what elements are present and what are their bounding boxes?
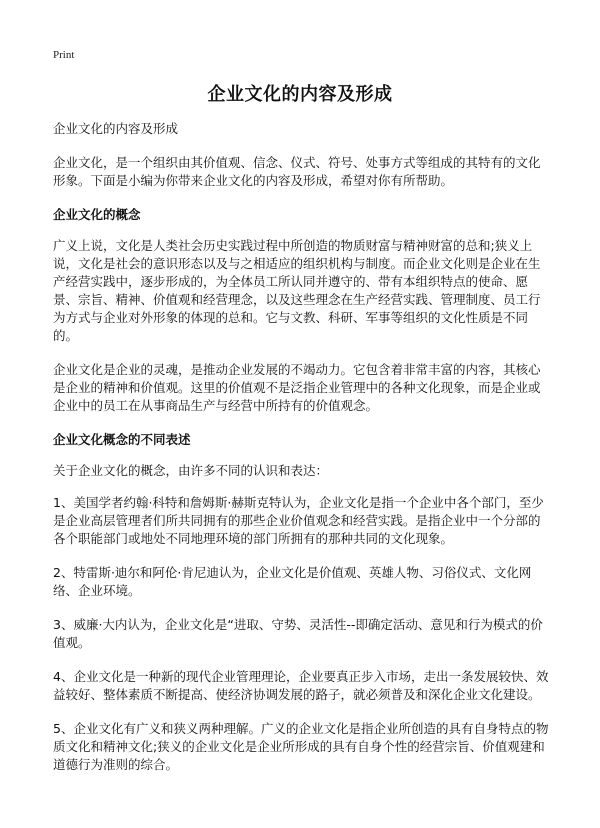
document-title: 企业文化的内容及形成	[207, 84, 393, 105]
list-item: 4、企业文化是一种新的现代企业管理理论，企业要真正步入市场，走出一条发展较快、效益较好、整体素质不断提高、使经济协调发展的路子，就必须普及和深化企业文化建设。	[53, 669, 549, 702]
list-item: 5、企业文化有广义和狭义两种理解。广义的企业文化是指企业所创造的具有自身特点的物质文化和精神文化;狭义的企业文化是企业所形成的具有自身个性的经营宗旨、价值观建和道德行为准则的综合。	[53, 721, 549, 772]
concept-paragraph-1: 广义上说，文化是人类社会历史实践过程中所创造的物质财富与精神财富的总和;狭义上说，文化是社会的意识形态以及与之相适应的组织机构与制度。而企业文化则是企业在生产经营实践中，逐步形成的，为全体员工所认同并遵守的、带有本组织特点的使命、愿景、宗旨、精神、价值观和经营理念，以及这些理念在生产经营实践、管理制度、员工行为方式与企业对外形象的体现的总和。它与文教、科研、军事等组织的文化性质是不同的。	[53, 238, 541, 343]
print-label: Print	[53, 49, 75, 61]
document-subtitle: 企业文化的内容及形成	[53, 121, 179, 136]
section-heading-concept: 企业文化的概念	[53, 207, 141, 222]
list-item: 3、威廉·大内认为，企业文化是“进取、守势、灵活性--即确定活动、意见和行为模式的价值观。	[53, 617, 543, 650]
intro-paragraph: 企业文化，是一个组织由其价值观、信念、仪式、符号、处事方式等组成的其特有的文化形象。下面是小编为你带来企业文化的内容及形成，希望对你有所帮助。	[53, 155, 541, 188]
list-item: 1、美国学者约翰·科特和詹姆斯·赫斯克特认为，企业文化是指一个企业中各个部门，至少是企业高层管理者们所共同拥有的那些企业价值观念和经营实践。是指企业中一个分部的各个职能部门或地处不同地理环境的部门所拥有的那种共同的文化现象。	[53, 495, 544, 546]
expressions-lead: 关于企业文化的概念，由许多不同的认识和表达：	[53, 463, 329, 478]
concept-paragraph-2: 企业文化是企业的灵魂，是推动企业发展的不竭动力。它包含着非常丰富的内容，其核心是企业的精神和价值观。这里的价值观不是泛指企业管理中的各种文化现象，而是企业或企业中的员工在从事商品生产与经营中所持有的价值观念。	[53, 362, 541, 413]
document-body	[53, 120, 550, 790]
section-heading-expressions: 企业文化概念的不同表述	[53, 432, 191, 447]
list-item: 2、特雷斯·迪尔和阿伦·肯尼迪认为，企业文化是价值观、英雄人物、习俗仪式、文化网络、企业环境。	[53, 565, 532, 598]
